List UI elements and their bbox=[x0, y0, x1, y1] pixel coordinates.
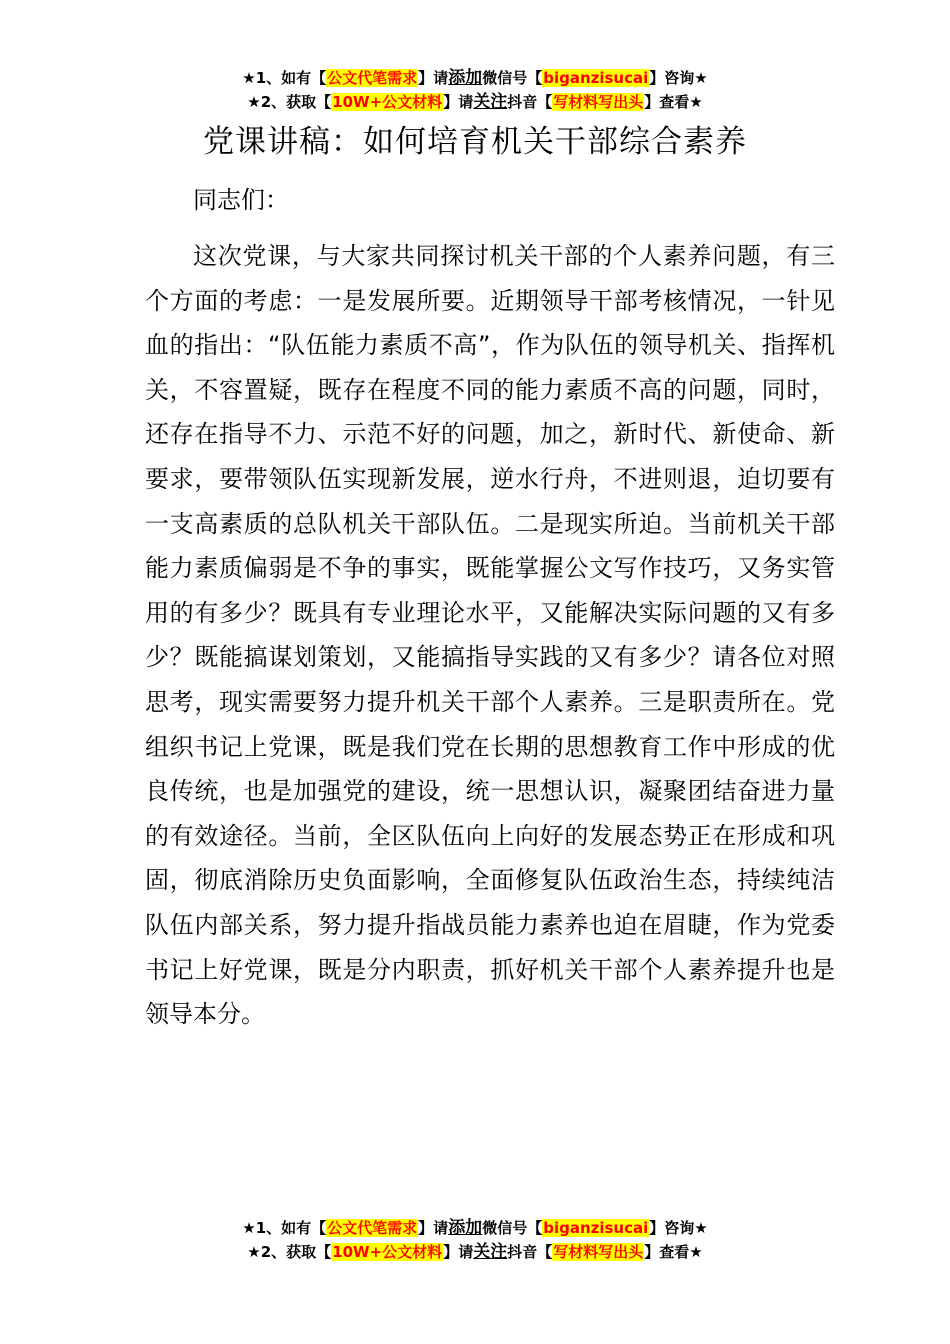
promo-footer-line-1-highlight-service: 公文代笔需求 bbox=[327, 1219, 418, 1237]
promo-line-1-highlight-service: 公文代笔需求 bbox=[327, 69, 418, 87]
promo-footer-line-1-prefix: ★1、如有【 bbox=[242, 1219, 327, 1237]
promo-line-2-mid2: 抖音【 bbox=[507, 93, 553, 111]
promo-header bbox=[0, 66, 950, 114]
promo-line-1-suffix: 】咨询★ bbox=[649, 69, 708, 87]
salutation: 同志们： bbox=[193, 186, 289, 214]
promo-footer-line-2-mid: 】请 bbox=[443, 1243, 474, 1261]
promo-line-2 bbox=[0, 90, 950, 114]
promo-footer-line-2-highlight-douyin: 写材料写出头 bbox=[553, 1243, 644, 1261]
promo-footer-line-1-highlight-wechat: biganzisucai bbox=[543, 1219, 649, 1237]
promo-line-2-suffix: 】查看★ bbox=[644, 93, 703, 111]
promo-line-2-highlight-materials: 10W+公文材料 bbox=[332, 93, 443, 111]
promo-footer-line-1-emphasis: 添加 bbox=[448, 1218, 483, 1238]
promo-footer-line-1-mid: 】请 bbox=[418, 1219, 449, 1237]
promo-footer-line-2 bbox=[0, 1240, 950, 1264]
promo-footer-line-2-prefix: ★2、获取【 bbox=[247, 1243, 332, 1261]
body-paragraph: 这次党课，与大家共同探讨机关干部的个人素养问题，有三个方面的考虑：一是发展所要。近期领导干部考核情况，一针见血的指出：“队伍能力素质不高”，作为队伍的领导机关、指挥机关，不容置疑，既存在程度不同的能力素质不高的问题，同时，还存在指导不力、示范不好的问题，加之，新时代、新使命、新要求，要带领队伍实现新发展，逆水行舟，不进则退，迫切要有一支高素质的总队机关干部队伍。二是现实所迫。当前机关干部能力素质偏弱是不争的事实，既能掌握公文写作技巧，又务实管用的有多少？既具有专业理论水平，又能解决实际问题的又有多少？既能搞谋划策划，又能搞指导实践的又有多少？请各位对照思考，现实需要努力提升机关干部个人素养。三是职责所在。党组织书记上党课，既是我们党在长期的思想教育工作中形成的优良传统，也是加强党的建设，统一思想认识，凝聚团结奋进力量的有效途径。当前，全区队伍向上向好的发展态势正在形成和巩固，彻底消除历史负面影响，全面修复队伍政治生态，持续纯洁队伍内部关系，努力提升指战员能力素养也迫在眉睫，作为党委书记上好党课，既是分内职责，抓好机关干部个人素养提升也是领导本分。 bbox=[145, 242, 835, 1029]
promo-footer-line-1 bbox=[0, 1216, 950, 1240]
document-title: 党课讲稿：如何培育机关干部综合素养 bbox=[203, 124, 747, 160]
promo-footer-line-2-suffix: 】查看★ bbox=[644, 1243, 703, 1261]
promo-footer-line-2-mid2: 抖音【 bbox=[507, 1243, 553, 1261]
promo-line-2-highlight-douyin: 写材料写出头 bbox=[553, 93, 644, 111]
promo-line-1-emphasis: 添加 bbox=[448, 68, 483, 88]
promo-line-1-mid2: 微信号【 bbox=[482, 69, 543, 87]
promo-line-1-highlight-wechat: biganzisucai bbox=[543, 69, 649, 87]
promo-footer-line-1-suffix: 】咨询★ bbox=[649, 1219, 708, 1237]
promo-footer-line-2-highlight-materials: 10W+公文材料 bbox=[332, 1243, 443, 1261]
promo-line-2-mid: 】请 bbox=[443, 93, 474, 111]
promo-line-1 bbox=[0, 66, 950, 90]
promo-line-1-mid: 】请 bbox=[418, 69, 449, 87]
promo-footer bbox=[0, 1216, 950, 1264]
promo-footer-line-1-mid2: 微信号【 bbox=[482, 1219, 543, 1237]
promo-line-2-prefix: ★2、获取【 bbox=[247, 93, 332, 111]
promo-line-2-emphasis: 关注 bbox=[473, 92, 508, 112]
promo-footer-line-2-emphasis: 关注 bbox=[473, 1242, 508, 1262]
promo-line-1-prefix: ★1、如有【 bbox=[242, 69, 327, 87]
